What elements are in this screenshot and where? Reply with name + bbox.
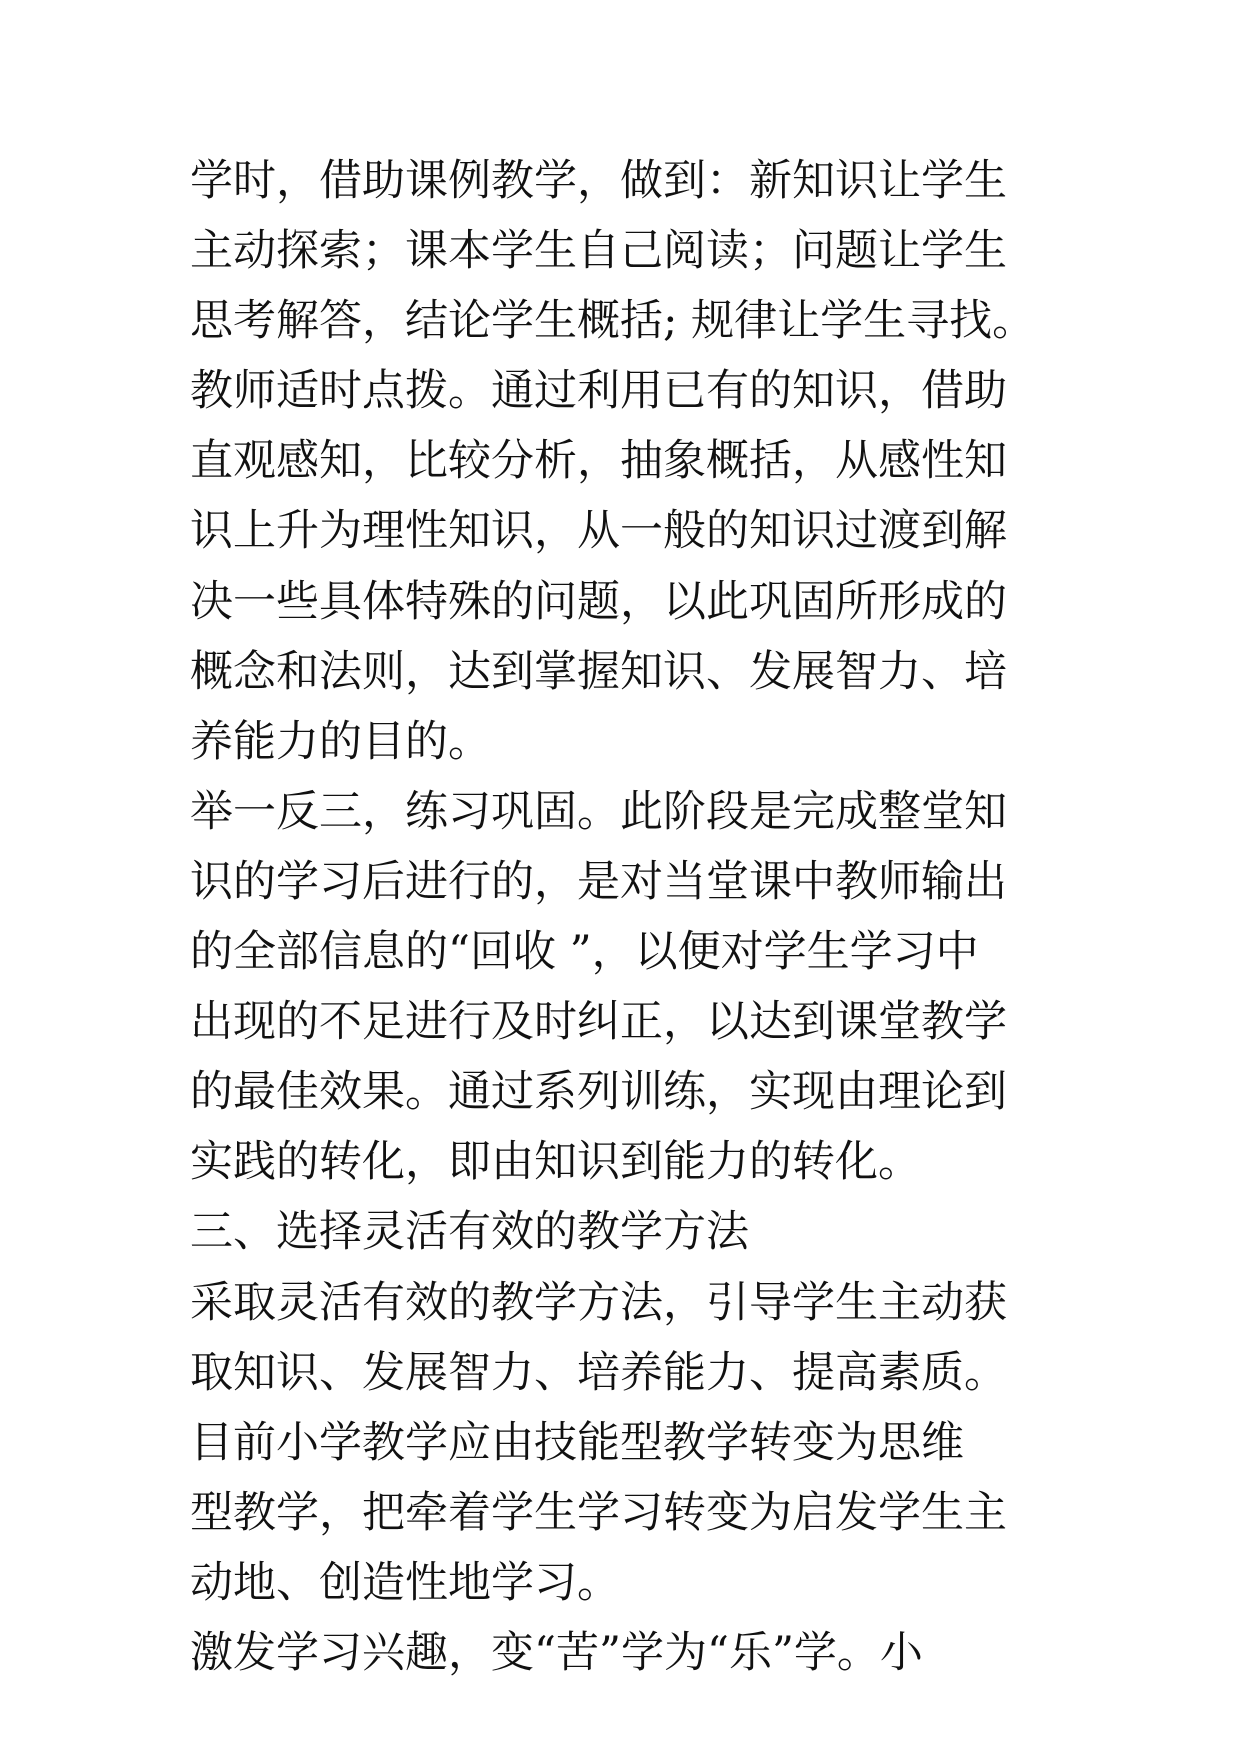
text-line: 激发学习兴趣，变“苦”学为“乐”学。小 — [190, 1627, 923, 1678]
text-line: 出现的不足进行及时纠正，以达到课堂教学 — [190, 997, 1007, 1048]
text-line: 直观感知，比较分析，抽象概括，从感性知 — [190, 436, 1007, 487]
text-line: 概念和法则，达到掌握知识、发展智力、培 — [190, 646, 1007, 697]
text-line: 举一反三，练习巩固。此阶段是完成整堂知 — [190, 786, 1007, 837]
text-line: 教师适时点拨。通过利用已有的知识，借助 — [190, 366, 1007, 417]
text-line: 目前小学教学应由技能型教学转变为思维 — [190, 1417, 964, 1468]
text-line: 动地、创造性地学习。 — [190, 1557, 620, 1608]
text-line: 的全部信息的“回收 ”，以便对学生学习中 — [190, 927, 979, 978]
text-line: 主动探索；课本学生自己阅读；问题让学生 — [190, 226, 1007, 277]
text-line: 识的学习后进行的，是对当堂课中教师输出 — [190, 856, 1007, 907]
text-line: 型教学，把牵着学生学习转变为启发学生主 — [190, 1487, 1007, 1538]
text-line: 养能力的目的。 — [190, 716, 491, 767]
text-line: 识上升为理性知识，从一般的知识过渡到解 — [190, 506, 1007, 557]
text-line: 取知识、发展智力、培养能力、提高素质。 — [190, 1347, 1007, 1398]
text-line: 的最佳效果。通过系列训练，实现由理论到 — [190, 1067, 1007, 1118]
text-line: 决一些具体特殊的问题，以此巩固所形成的 — [190, 576, 1007, 627]
text-line: 思考解答，结论学生概括; 规律让学生寻找。 — [190, 296, 1036, 347]
section-heading: 三、选择灵活有效的教学方法 — [190, 1207, 749, 1258]
text-line: 实践的转化，即由知识到能力的转化。 — [190, 1137, 921, 1188]
text-line: 采取灵活有效的教学方法，引导学生主动获 — [190, 1277, 1007, 1328]
body-text — [190, 146, 1090, 1688]
text-line: 学时，借助课例教学，做到：新知识让学生 — [190, 156, 1007, 206]
